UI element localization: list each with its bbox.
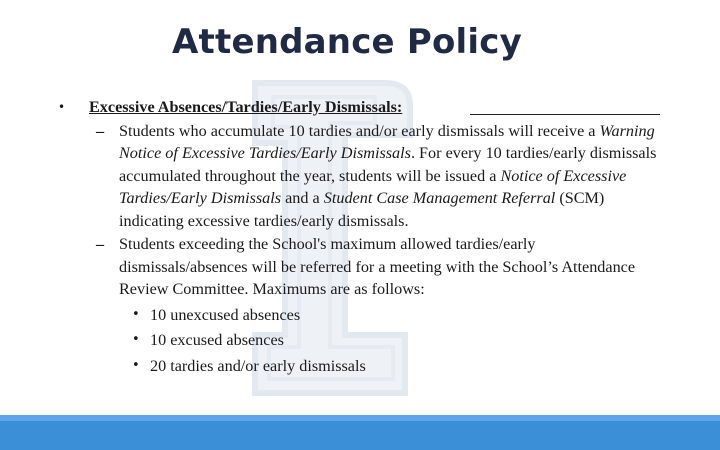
sub-item-maximums bbox=[58, 233, 668, 301]
list-item bbox=[58, 304, 668, 327]
maximum-text: 20 tardies and/or early dismissals bbox=[150, 356, 366, 375]
footer-bar bbox=[0, 415, 720, 450]
list-item bbox=[58, 355, 668, 378]
maximum-text: 10 excused absences bbox=[150, 331, 284, 349]
list-item bbox=[58, 329, 668, 352]
bullet-dot-icon: • bbox=[132, 332, 140, 347]
bullet-item bbox=[58, 96, 668, 119]
bullet-dot-icon: • bbox=[58, 100, 66, 114]
page-title: Attendance Policy bbox=[172, 22, 522, 62]
footer-bar-highlight bbox=[0, 415, 720, 421]
sub-text-italic: Student Case Management Referral bbox=[323, 189, 556, 207]
sub-text: Students exceeding the School's maximum allowed tardies/early dismissals/absences will be referred for a meeting with the School’s Attendance Review Committee. Maximums are as follows: bbox=[119, 235, 636, 298]
content-body bbox=[58, 96, 668, 377]
sub-text: (SCM) indicating excessive tardies/early dismissals. bbox=[119, 189, 605, 230]
sub-text: Students who accumulate 10 tardies and/or early dismissals will receive a bbox=[119, 121, 600, 140]
maximum-text: 10 unexcused absences bbox=[150, 305, 301, 324]
underline-rule bbox=[470, 114, 660, 115]
dash-bullet-icon: – bbox=[96, 235, 105, 253]
sub-text: and a bbox=[281, 189, 324, 207]
bullet-dot-icon: • bbox=[132, 357, 140, 373]
bullet-dot-icon: • bbox=[132, 306, 140, 322]
section-heading: Excessive Absences/Tardies/Early Dismissals: bbox=[89, 98, 403, 116]
sub-text-italic: Notice of Excessive Tardies/Early Dismissals bbox=[119, 166, 627, 207]
dash-bullet-icon: – bbox=[96, 121, 105, 140]
sub-text: . For every 10 tardies/early dismissals accumulated throughout the year, students will be issued a bbox=[119, 144, 657, 185]
sub-item-warning bbox=[58, 120, 668, 233]
sub-text-italic: Warning Notice of Excessive Tardies/Early Dismissals bbox=[119, 121, 655, 162]
